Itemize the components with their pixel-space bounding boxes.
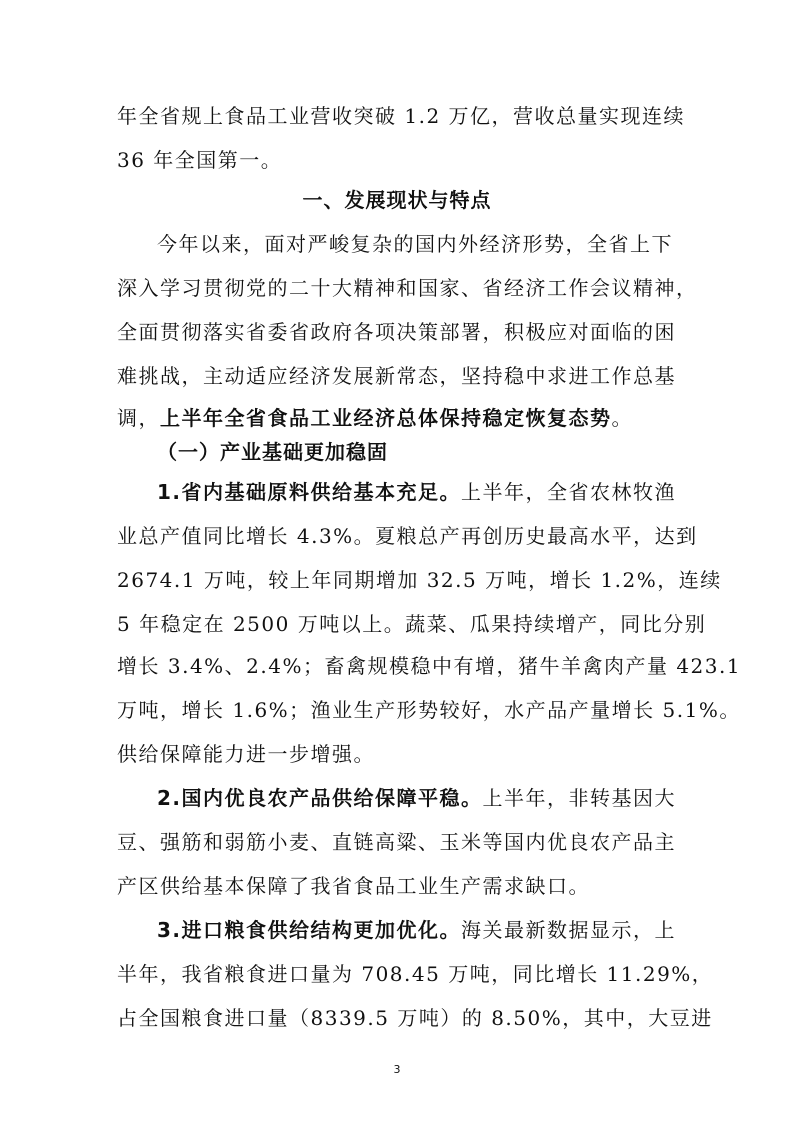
para1-line: 5 年稳定在 2500 万吨以上。蔬菜、瓜果持续增产，同比分别 (117, 612, 707, 636)
body-line: 36 年全国第一。 (117, 148, 283, 172)
subsection-heading: （一）产业基础更加稳固 (157, 440, 388, 464)
para1-first-line (157, 472, 677, 512)
intro-line: 难挑战，主动适应经济发展新常态，坚持稳中求进工作总基 (117, 364, 676, 388)
para2-first-line (157, 778, 677, 818)
para2-first-text: 上半年，非转基因大 (482, 786, 677, 810)
para3-line: 占全国粮食进口量（8339.5 万吨）的 8.50%，其中，大豆进 (117, 1006, 713, 1030)
para1-line: 供给保障能力进一步增强。 (117, 742, 375, 766)
intro-last-suffix: 。 (611, 406, 633, 430)
para3-first-line (157, 910, 677, 950)
para3-first-text: 海关最新数据显示，上 (461, 918, 677, 942)
para1-first-text: 上半年，全省农林牧渔 (461, 480, 677, 504)
section-heading: 一、发展现状与特点 (302, 188, 492, 212)
intro-last-prefix: 调， (117, 406, 160, 430)
para3-title: 3.进口粮食供给结构更加优化。 (157, 918, 462, 942)
para1-line: 万吨，增长 1.6%；渔业生产形势较好，水产品产量增长 5.1%。 (117, 698, 741, 722)
para1-title: 1.省内基础原料供给基本充足。 (157, 480, 462, 504)
intro-line: 全面贯彻落实省委省政府各项决策部署，积极应对面临的困 (117, 320, 676, 344)
para2-title: 2.国内优良农产品供给保障平稳。 (157, 786, 483, 810)
para2-line: 产区供给基本保障了我省食品工业生产需求缺口。 (117, 874, 590, 898)
para3-line: 半年，我省粮食进口量为 708.45 万吨，同比增长 11.29%， (117, 962, 714, 986)
para1-line: 2674.1 万吨，较上年同期增加 32.5 万吨，增长 1.2%，连续 (117, 568, 722, 592)
para1-line: 业总产值同比增长 4.3%。夏粮总产再创历史最高水平，达到 (117, 524, 698, 548)
para2-line: 豆、强筋和弱筋小麦、直链高粱、玉米等国内优良农产品主 (117, 830, 676, 854)
intro-line: 深入学习贯彻党的二十大精神和国家、省经济工作会议精神， (117, 276, 698, 300)
page-number: 3 (393, 1063, 401, 1076)
body-line: 年全省规上食品工业营收突破 1.2 万亿，营收总量实现连续 (117, 104, 686, 128)
intro-key-summary: 上半年全省食品工业经济总体保持稳定恢复态势 (160, 406, 612, 430)
para1-line: 增长 3.4%、2.4%；畜禽规模稳中有增，猪牛羊禽肉产量 423.1 (117, 654, 742, 678)
intro-line: 今年以来，面对严峻复杂的国内外经济形势，全省上下 (157, 232, 673, 256)
